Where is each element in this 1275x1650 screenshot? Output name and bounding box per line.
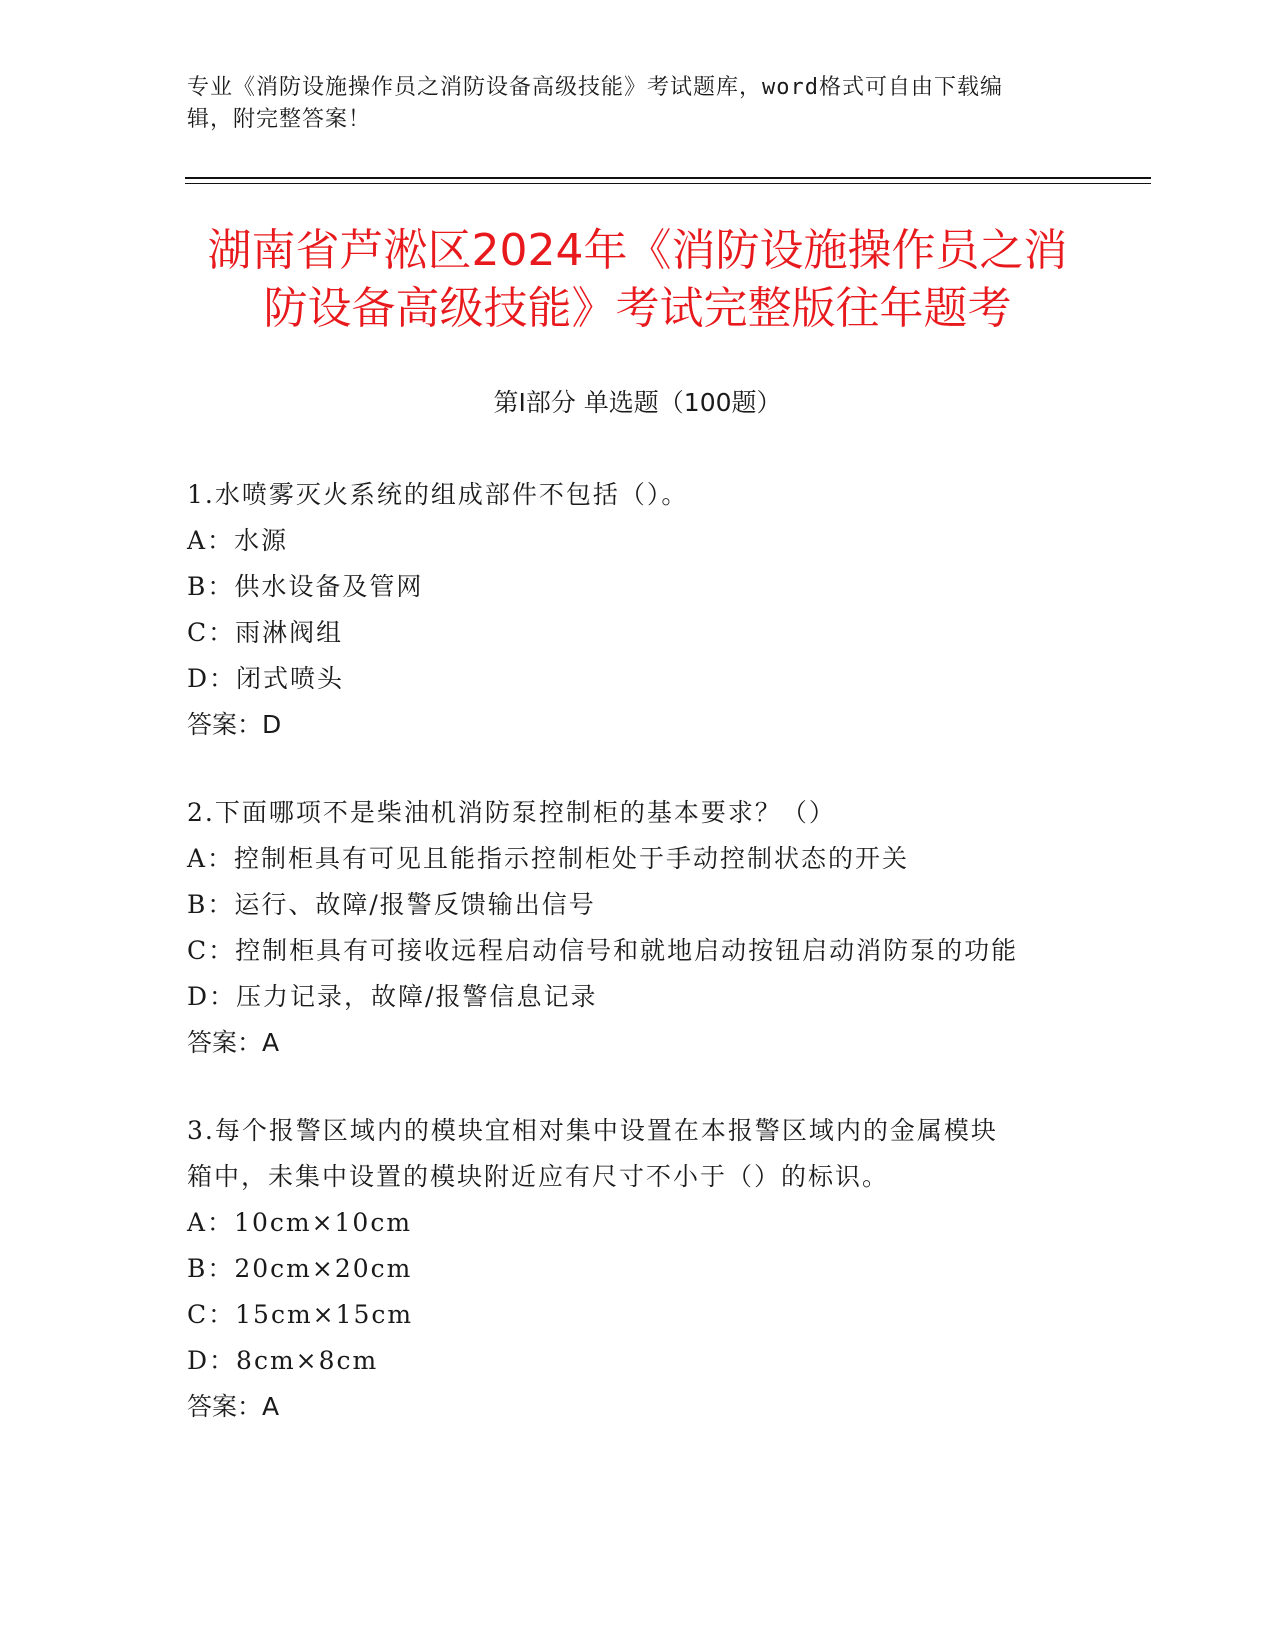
document-title-line-1: 湖南省芦淞区2024年《消防设施操作员之消 xyxy=(207,225,1068,276)
question-option: C：控制柜具有可接收远程启动信号和就地启动按钮启动消防泵的功能 xyxy=(187,936,1019,965)
question-option: D：8cm×8cm xyxy=(187,1346,379,1375)
question-answer: 答案：A xyxy=(187,1392,280,1421)
question-list xyxy=(187,472,1087,1472)
header-note xyxy=(187,72,1067,136)
question-block xyxy=(187,1108,1087,1430)
question-block xyxy=(187,790,1087,1066)
question-option: C：15cm×15cm xyxy=(187,1300,414,1329)
header-divider-thick xyxy=(185,177,1151,179)
question-option: B：20cm×20cm xyxy=(187,1254,413,1283)
question-option: A：10cm×10cm xyxy=(187,1208,413,1237)
question-stem: 2.下面哪项不是柴油机消防泵控制柜的基本要求？（） xyxy=(187,798,836,827)
question-option: B：运行、故障/报警反馈输出信号 xyxy=(187,890,596,919)
question-option: B：供水设备及管网 xyxy=(187,572,424,601)
document-title xyxy=(150,222,1125,338)
question-option: C：雨淋阀组 xyxy=(187,618,344,647)
section-heading: 第Ⅰ部分 单选题（100题） xyxy=(493,388,782,417)
question-answer: 答案：D xyxy=(187,710,282,739)
question-block xyxy=(187,472,1087,748)
question-option: D：压力记录，故障/报警信息记录 xyxy=(187,982,598,1011)
document-title-line-2: 防设备高级技能》考试完整版往年题考 xyxy=(263,283,1012,334)
question-stem: 1.水喷雾灭火系统的组成部件不包括（）。 xyxy=(187,480,689,509)
question-answer: 答案：A xyxy=(187,1028,280,1057)
question-stem: 3.每个报警区域内的模块宜相对集中设置在本报警区域内的金属模块 xyxy=(187,1116,998,1145)
header-note-line-2: 辑，附完整答案！ xyxy=(187,107,372,132)
header-note-line-1: 专业《消防设施操作员之消防设备高级技能》考试题库，word格式可自由下载编 xyxy=(187,75,1003,100)
question-option: A：控制柜具有可见且能指示控制柜处于手动控制状态的开关 xyxy=(187,844,910,873)
question-option: D：闭式喷头 xyxy=(187,664,345,693)
question-stem: 箱中，未集中设置的模块附近应有尺寸不小于（）的标识。 xyxy=(187,1162,890,1191)
question-option: A：水源 xyxy=(187,526,289,555)
header-divider-thin xyxy=(185,183,1151,184)
